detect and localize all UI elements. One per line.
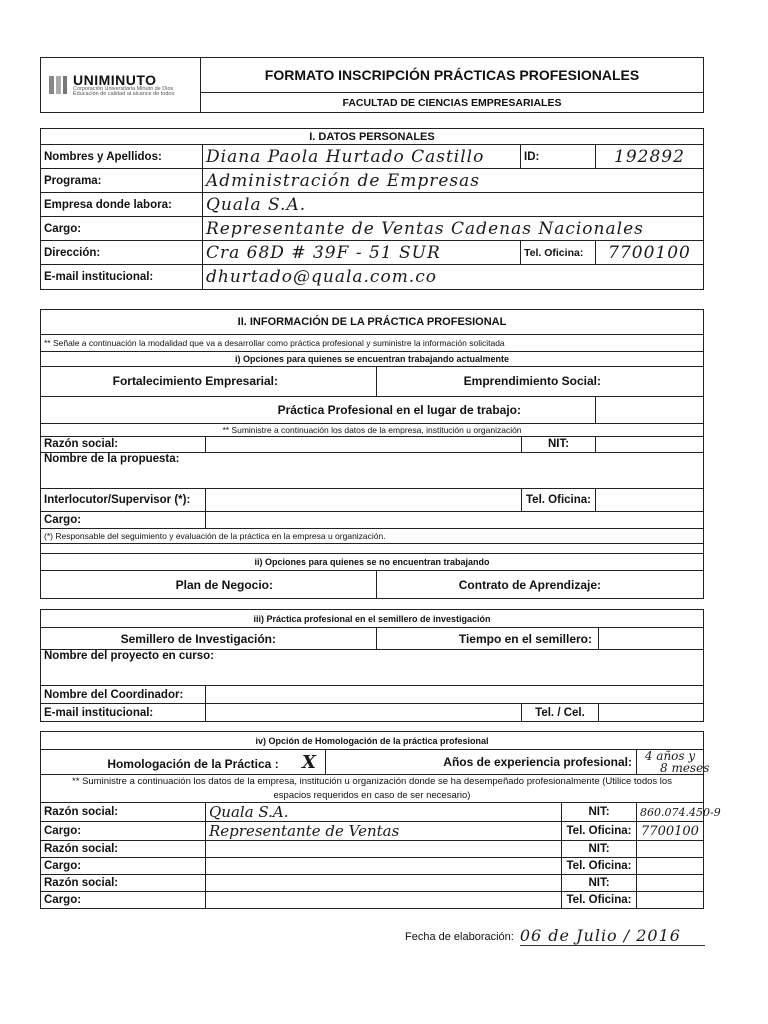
nombre-propuesta-label: Nombre de la propuesta: [41, 452, 704, 488]
form-header [40, 57, 704, 112]
section-homologacion [40, 731, 721, 906]
direccion-label: Dirección: [41, 241, 203, 265]
id-label: ID: [521, 145, 596, 169]
programa-field[interactable]: Administración de Empresas [203, 169, 704, 193]
nit-label: NIT: [562, 803, 637, 822]
nit-field[interactable] [596, 437, 704, 453]
nit-label: NIT: [522, 437, 596, 453]
tel-oficina-field[interactable]: 7700100 [637, 822, 704, 841]
tel-oficina-field[interactable] [596, 488, 704, 511]
email-label: E-mail institucional: [41, 704, 206, 722]
tel-oficina-label: Tel. Oficina: [562, 858, 637, 875]
anios-experiencia-label: Años de experiencia profesional: [326, 750, 637, 775]
practica-lugar-field[interactable] [596, 396, 704, 424]
logo-tagline: Educación de calidad al alcance de todos [73, 91, 175, 97]
razon-social-field[interactable] [206, 875, 562, 892]
email-field[interactable] [206, 704, 522, 722]
programa-label: Programa: [41, 169, 203, 193]
subsection-i-title: i) Opciones para quienes se encuentran trabajando actualmente [41, 352, 704, 367]
tel-oficina-label: Tel. Oficina: [562, 822, 637, 841]
responsable-note: (*) Responsable del seguimiento y evaluación de la práctica en la empresa u organización. [41, 529, 704, 544]
cargo-field[interactable] [206, 892, 562, 909]
logo-subtitle: Corporación Universitaria Minuto de Dios [73, 85, 174, 92]
subsection-ii-title: ii) Opciones para quienes se no encuentran trabajando [41, 554, 704, 571]
contrato-aprendizaje-label: Contrato de Aprendizaje: [377, 571, 704, 599]
anios-value-line1: 4 años y [644, 749, 696, 763]
cargo-field[interactable]: Representante de Ventas Cadenas Nacionales [203, 217, 704, 241]
subsection-iii-title: iii) Práctica profesional en el semillero de investigación [41, 610, 704, 628]
intro-note: ** Señale a continuación la modalidad que va a desarrollar como práctica profesional y suministre la información solicitada [41, 335, 704, 352]
cargo-field[interactable]: Representante de Ventas [206, 822, 562, 841]
tel-oficina-field[interactable] [637, 892, 704, 909]
cargo-field[interactable] [206, 858, 562, 875]
homologacion-text: Homologación de la Práctica : [107, 756, 279, 771]
faculty-name: FACULTAD DE CIENCIAS EMPRESARIALES [201, 93, 704, 113]
razon-social-field[interactable]: Quala S.A. [206, 803, 562, 822]
tel-oficina-label: Tel. Oficina: [521, 241, 596, 265]
cargo-label: Cargo: [41, 512, 206, 529]
proyecto-label: Nombre del proyecto en curso: [41, 650, 704, 686]
homologacion-label [41, 750, 326, 775]
form-title: FORMATO INSCRIPCIÓN PRÁCTICAS PROFESIONALES [201, 58, 704, 93]
tel-cel-label: Tel. / Cel. [522, 704, 599, 722]
razon-social-label: Razón social: [41, 875, 206, 892]
anios-experiencia-field[interactable] [637, 749, 710, 775]
razon-social-field[interactable] [206, 841, 562, 858]
id-field[interactable]: 192892 [596, 145, 704, 169]
semillero-label: Semillero de Investigación: [41, 628, 377, 650]
cargo-label: Cargo: [41, 822, 206, 841]
nombres-label: Nombres y Apellidos: [41, 145, 203, 169]
cargo-label: Cargo: [41, 858, 206, 875]
razon-social-field[interactable] [206, 437, 522, 453]
email-field[interactable]: dhurtado@quala.com.co [203, 265, 704, 290]
emprendimiento-label: Emprendimiento Social: [377, 367, 704, 397]
section-practica-profesional [40, 309, 704, 599]
razon-social-label: Razón social: [41, 437, 206, 453]
logo [41, 58, 201, 113]
anios-value-line2: 8 meses [660, 761, 710, 775]
empresa-field[interactable]: Quala S.A. [203, 193, 704, 217]
tiempo-semillero-field[interactable] [599, 628, 704, 650]
section-datos-personales [40, 128, 704, 289]
suministre-line1: ** Suministre a continuación los datos de la empresa, institución u organización donde se ha desempeñado profesionalmente (Utilice todos los [72, 776, 672, 788]
nit-label: NIT: [562, 841, 637, 858]
plan-negocio-label: Plan de Negocio: [41, 571, 377, 599]
cargo-label: Cargo: [41, 217, 203, 241]
razon-social-label: Razón social: [41, 803, 206, 822]
section-semillero [40, 609, 704, 721]
email-label: E-mail institucional: [41, 265, 203, 290]
tel-oficina-label: Tel. Oficina: [522, 488, 596, 511]
coordinador-field[interactable] [206, 686, 704, 704]
suministre-note: ** Suministre a continuación los datos de la empresa, institución u organización [41, 424, 704, 437]
interlocutor-field[interactable] [206, 488, 522, 511]
practica-lugar-label: Práctica Profesional en el lugar de trabajo: [41, 396, 596, 424]
nit-field[interactable] [637, 875, 704, 892]
coordinador-label: Nombre del Coordinador: [41, 686, 206, 704]
tiempo-semillero-label: Tiempo en el semillero: [377, 628, 599, 650]
subsection-iv-title: iv) Opción de Homologación de la práctica profesional [41, 732, 704, 750]
fecha-label: Fecha de elaboración: [405, 931, 514, 943]
section-title: I. DATOS PERSONALES [41, 129, 704, 145]
nit-field[interactable]: 860.074.450-9 [637, 803, 704, 822]
tel-cel-field[interactable] [599, 704, 704, 722]
logo-text: UNIMINUTO [73, 71, 157, 88]
uniminuto-logo-icon [47, 73, 69, 97]
cargo-field[interactable] [206, 512, 704, 529]
nit-field[interactable] [637, 841, 704, 858]
interlocutor-label: Interlocutor/Supervisor (*): [41, 488, 206, 511]
empresa-label: Empresa donde labora: [41, 193, 203, 217]
fecha-elaboracion [405, 922, 705, 946]
tel-oficina-field[interactable]: 7700100 [596, 241, 704, 265]
tel-oficina-label: Tel. Oficina: [562, 892, 637, 909]
suministre-line2: espacios requeridos en caso de ser necesario) [273, 789, 471, 801]
tel-oficina-field[interactable] [637, 858, 704, 875]
direccion-field[interactable]: Cra 68D # 39F - 51 SUR [203, 241, 521, 265]
fecha-field[interactable]: 06 de Julio / 2016 [520, 926, 705, 946]
spacer-row [41, 543, 704, 554]
nit-label: NIT: [562, 875, 637, 892]
section-title: II. INFORMACIÓN DE LA PRÁCTICA PROFESIONAL [41, 310, 704, 335]
cargo-label: Cargo: [41, 892, 206, 909]
nombres-field[interactable]: Diana Paola Hurtado Castillo [203, 145, 521, 169]
homologacion-mark[interactable]: X [302, 751, 317, 773]
fortalecimiento-label: Fortalecimiento Empresarial: [41, 367, 377, 397]
razon-social-label: Razón social: [41, 841, 206, 858]
suministre-note [41, 775, 704, 803]
